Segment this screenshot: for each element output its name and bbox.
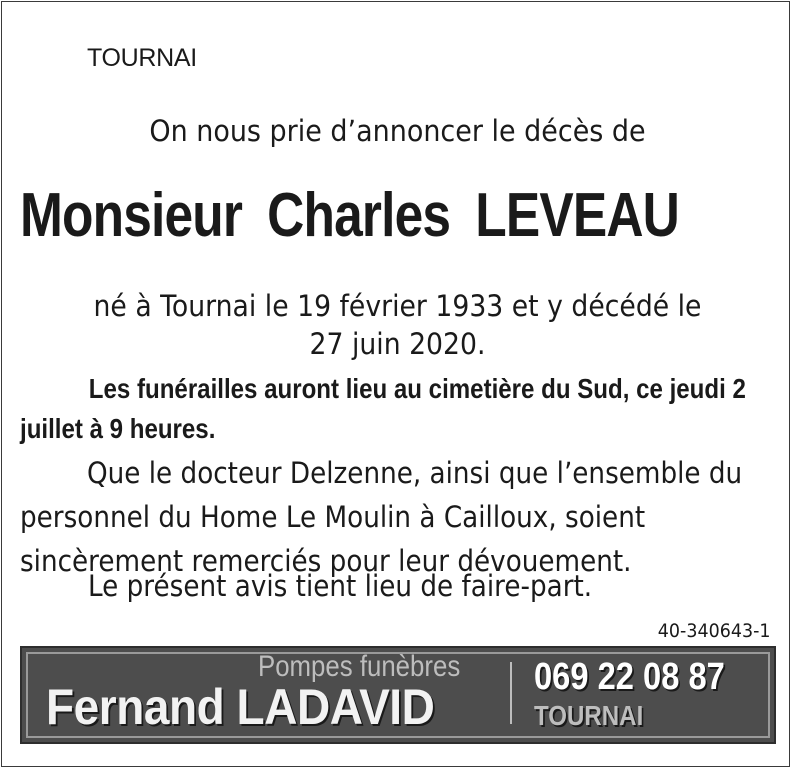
- thanks-paragraph: [20, 451, 791, 583]
- birth-line-2: 27 juin 2020.: [309, 327, 486, 361]
- funeral-details: [20, 369, 776, 449]
- banner-divider: [510, 662, 512, 724]
- birth-death-info: [34, 287, 762, 363]
- company-name: Fernand LADAVID: [46, 679, 435, 735]
- deceased-name: Monsieur Charles LEVEAU: [20, 181, 679, 250]
- thanks-text: Que le docteur Delzenne, ainsi que l’ensemble du personnel du Home Le Moulin à Cailloux, soient sincèrement remerciés pour leur dévouement.: [20, 456, 743, 578]
- birth-line-1: né à Tournai le 19 février 1933 et y décédé le: [93, 289, 702, 323]
- funeral-home-banner: [20, 646, 776, 744]
- banner-city: TOURNAI: [534, 700, 644, 731]
- notice-text: Le présent avis tient lieu de faire-part.: [88, 569, 593, 603]
- funeral-text: Les funérailles auront lieu au cimetière du Sud, ce jeudi 2 juillet à 9 heures.: [20, 373, 746, 444]
- obituary-notice: [1, 1, 790, 767]
- location-header: TOURNAI: [87, 44, 197, 72]
- banner-tagline: Pompes funèbres: [258, 650, 461, 683]
- phone-number: 069 22 08 87: [534, 656, 725, 698]
- reference-number: 40-340643-1: [658, 620, 771, 642]
- intro-text: On nous prie d’annoncer le décès de: [149, 114, 646, 148]
